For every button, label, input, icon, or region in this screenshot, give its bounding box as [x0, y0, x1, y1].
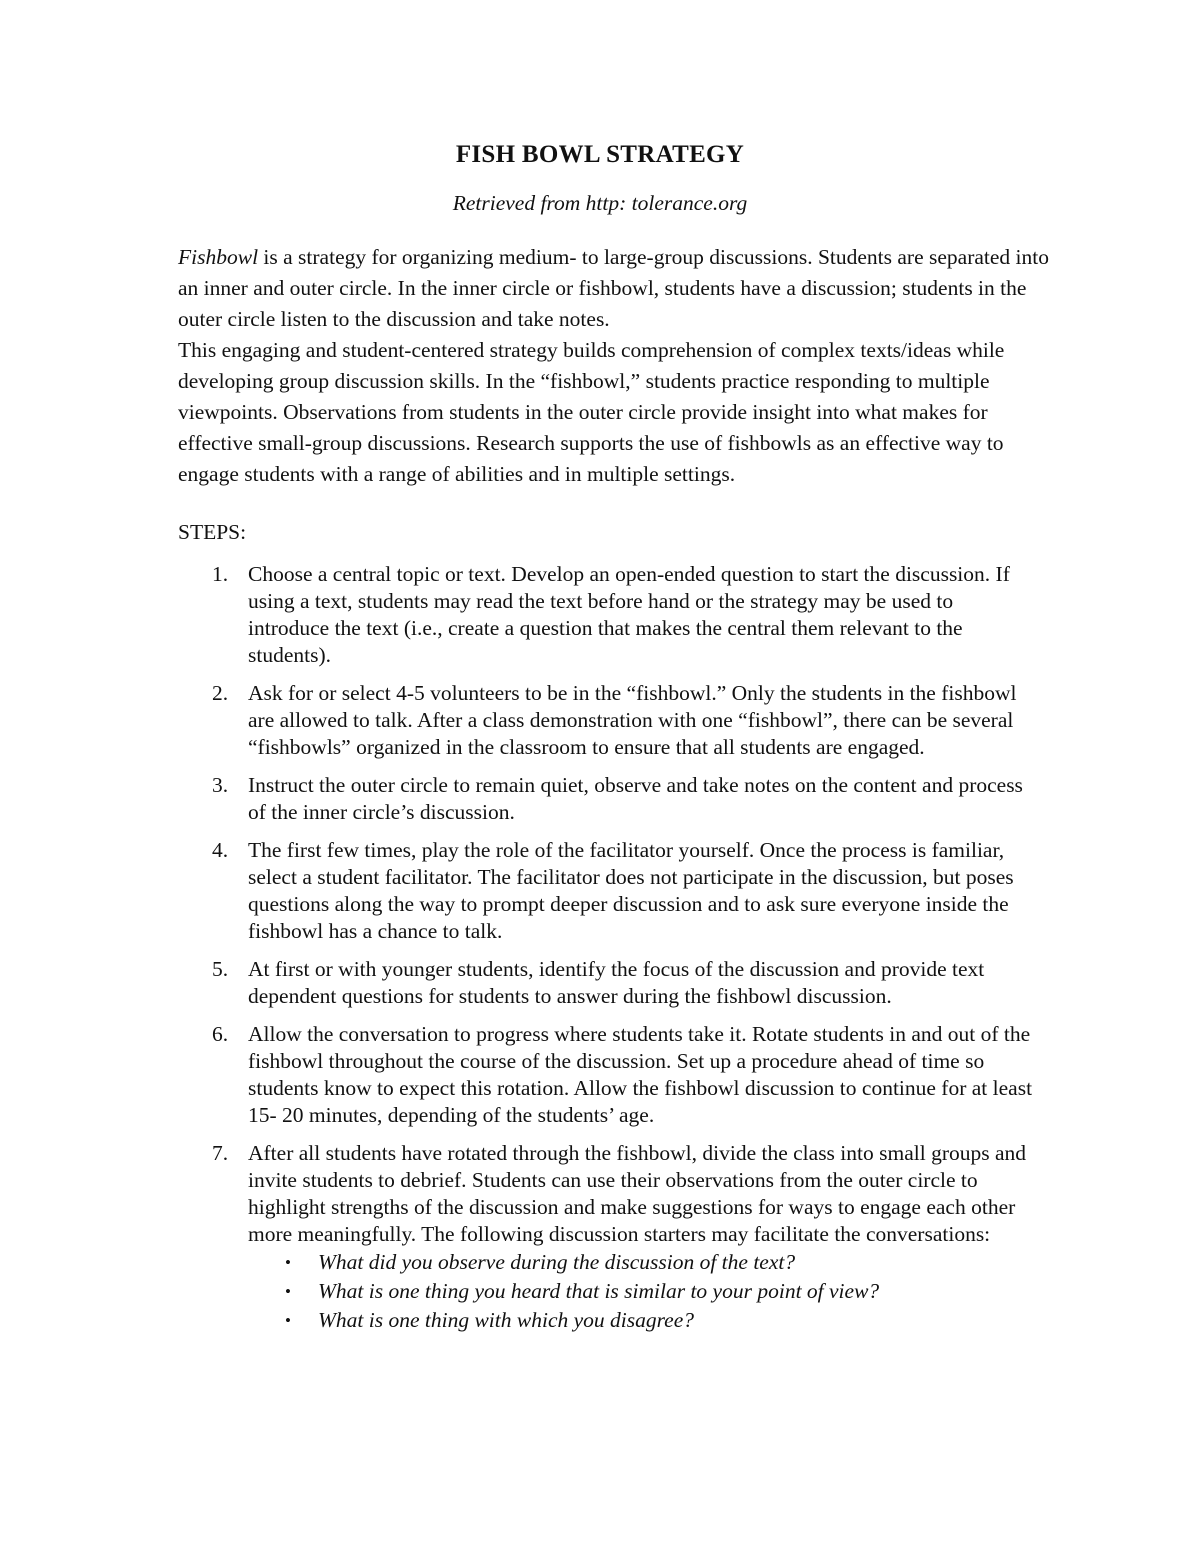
discussion-starter-item [248, 1248, 1033, 1277]
step-number: 5. [212, 957, 229, 981]
step-item [0, 1021, 1033, 1129]
step-text: After all students have rotated through the fishbowl, divide the class into small groups and invite students to debrief. Students can use their observations from the outer circle to highlight strengths of the discussion and make suggestions for ways to engage each other more meaningfully. The following discussion starters may facilitate the conversations: [248, 1141, 1027, 1246]
intro-paragraph-2: This engaging and student-centered strategy builds comprehension of complex texts/ideas while developing group discussion skills. In the “fishbowl,” students practice responding to multiple viewpoints. Observations from students in the outer circle provide insight into what makes for effective small-group discussions. Research supports the use of fishbowls as an effective way to engage students with a range of abilities and in multiple settings. [178, 338, 1005, 486]
step-text: Instruct the outer circle to remain quiet, observe and take notes on the content and process of the inner circle’s discussion. [248, 773, 1023, 824]
step-number: 7. [212, 1141, 229, 1165]
bullet-icon: • [285, 1253, 291, 1272]
steps-list [0, 561, 1200, 1346]
intro-paragraph-1-text: is a strategy for organizing medium- to large-group discussions. Students are separated into an inner and outer circle. In the inner circle or fishbowl, students have a discussion; students in the outer circle listen to the discussion and take notes. [178, 245, 1049, 331]
discussion-starter-item [248, 1306, 1033, 1335]
intro-paragraph-1 [178, 242, 1058, 335]
document-title: FISH BOWL STRATEGY [455, 141, 745, 168]
step-number: 1. [212, 562, 229, 586]
step-text: Allow the conversation to progress where students take it. Rotate students in and out of the fishbowl throughout the course of the discussion. Set up a procedure ahead of time so students know to expect this rotation. Allow the fishbowl discussion to continue for at least 15- 20 minutes, depending of the students’ age. [248, 1022, 1033, 1127]
step-item [0, 680, 1033, 761]
discussion-starter-item [248, 1277, 1033, 1306]
step-text: The first few times, play the role of the facilitator yourself. Once the process is familiar, select a student facilitator. The facilitator does not participate in the discussion, but poses questions along the way to prompt deeper discussion and to ask sure everyone inside the fishbowl has a chance to talk. [248, 838, 1014, 943]
discussion-starter-text: What is one thing you heard that is similar to your point of view? [318, 1279, 880, 1303]
step-text: At first or with younger students, identify the focus of the discussion and provide text dependent questions for students to answer during the fishbowl discussion. [248, 957, 985, 1008]
steps-heading: STEPS: [178, 520, 247, 544]
step-item [0, 837, 1033, 945]
step-number: 6. [212, 1022, 229, 1046]
source-citation: Retrieved from http: tolerance.org [452, 191, 748, 215]
step-text: Ask for or select 4-5 volunteers to be in the “fishbowl.” Only the students in the fishbowl are allowed to talk. After a class demonstration with one “fishbowl”, there can be several “fishbowls” organized in the classroom to ensure that all students are engaged. [248, 681, 1017, 759]
step-item [0, 956, 1033, 1010]
step-number: 4. [212, 838, 229, 862]
discussion-starters-list [248, 1248, 1033, 1335]
intro-section [178, 242, 1058, 490]
lead-term: Fishbowl [178, 245, 259, 269]
step-number: 3. [212, 773, 229, 797]
step-text: Choose a central topic or text. Develop an open-ended question to start the discussion. If using a text, students may read the text before hand or the strategy may be used to introduce the text (i.e., create a question that makes the central them relevant to the students). [248, 562, 1010, 667]
step-item [0, 772, 1033, 826]
bullet-icon: • [285, 1311, 291, 1330]
step-item [0, 561, 1033, 669]
step-item [0, 1140, 1033, 1335]
discussion-starter-text: What did you observe during the discussion of the text? [318, 1250, 796, 1274]
step-number: 2. [212, 681, 229, 705]
bullet-icon: • [285, 1282, 291, 1301]
discussion-starter-text: What is one thing with which you disagree? [318, 1308, 695, 1332]
